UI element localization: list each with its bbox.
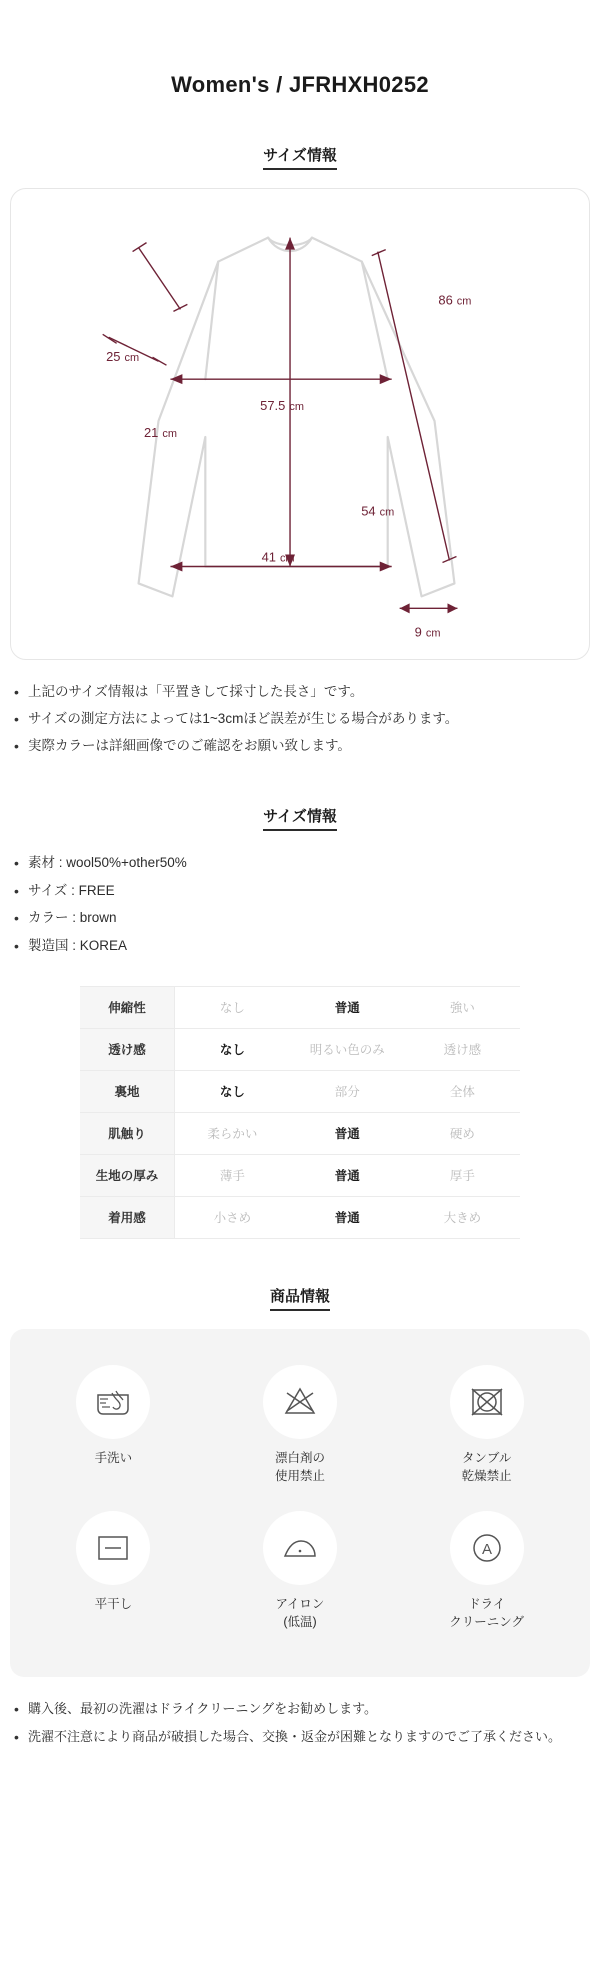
dim-label-total-length: 54 cm — [361, 503, 395, 519]
care-item-no-tumble-dry — [393, 1355, 580, 1501]
dim-label-shoulder: 25 cm — [106, 349, 140, 365]
list-item: • サイズ : FREE — [28, 877, 578, 905]
care-item-label: 手洗い — [94, 1450, 133, 1465]
row-label: 肌触り — [80, 1112, 175, 1154]
no-bleach-icon — [263, 1365, 337, 1439]
table-row — [80, 1028, 520, 1070]
page-title: Women's / JFRHXH0252 — [171, 72, 429, 97]
dim-line-shoulder — [139, 248, 181, 310]
option-cell-selected: 普通 — [334, 1169, 360, 1184]
dimension-labels — [106, 292, 471, 639]
dim-label-hem: 41 cm — [261, 549, 295, 565]
list-item: • 実際カラーは詳細画像でのご確認をお願い致します。 — [28, 732, 578, 759]
list-item: • 上記のサイズ情報は「平置きして採寸した長さ」です。 — [28, 678, 578, 705]
list-item: • 製造国 : KOREA — [28, 932, 578, 960]
detail-section-heading — [0, 805, 600, 831]
option-cell: 硬め — [449, 1127, 475, 1142]
svg-text:A: A — [481, 1540, 492, 1558]
care-item-dry-clean — [393, 1501, 580, 1647]
list-item: • 素材 : wool50%+other50% — [28, 849, 578, 877]
care-item-label: 平干し — [94, 1596, 133, 1611]
footnotes-list — [0, 1697, 600, 1749]
care-item-iron-low — [207, 1501, 394, 1647]
size-diagram-svg — [11, 189, 589, 659]
dimension-arrowheads — [170, 238, 457, 614]
option-cell: 柔らかい — [207, 1127, 258, 1142]
care-item-no-bleach — [207, 1355, 394, 1501]
list-item: • サイズの測定方法によっては1~3cmほど誤差が生じる場合があります。 — [28, 705, 578, 732]
option-cell: 小さめ — [213, 1211, 252, 1226]
table-row — [80, 1154, 520, 1196]
row-label: 伸縮性 — [80, 986, 175, 1028]
option-cell: 薄手 — [219, 1169, 245, 1184]
care-instructions-panel — [10, 1329, 590, 1678]
option-cell-selected: なし — [219, 1043, 245, 1058]
table-row — [80, 986, 520, 1028]
table-row — [80, 1196, 520, 1238]
no-tumble-dry-icon — [450, 1365, 524, 1439]
row-label: 裏地 — [80, 1070, 175, 1112]
option-cell-selected: 普通 — [334, 1211, 360, 1226]
product-section-heading — [0, 1285, 600, 1311]
care-item-flat-dry — [20, 1501, 207, 1647]
list-item: • 洗濯不注意により商品が破損した場合、交換・返金が困難となりますのでご了承ください。 — [28, 1725, 578, 1749]
table-row — [80, 1112, 520, 1154]
option-cell-selected: 普通 — [334, 1127, 360, 1142]
option-cell: 全体 — [449, 1085, 475, 1100]
row-label: 透け感 — [80, 1028, 175, 1070]
dim-label-chest: 57.5 cm — [260, 398, 304, 414]
care-item-label: 漂白剤の 使用禁止 — [274, 1450, 325, 1483]
option-cell: なし — [219, 1001, 245, 1016]
option-cell: 大きめ — [443, 1211, 482, 1226]
row-label: 着用感 — [80, 1196, 175, 1238]
iron-low-icon — [263, 1511, 337, 1585]
option-cell: 厚手 — [449, 1169, 475, 1184]
garment-outline — [139, 238, 455, 597]
attributes-table — [80, 986, 520, 1239]
care-item-label: ドライ クリーニング — [449, 1596, 525, 1630]
product-section-heading-text: 商品情報 — [270, 1285, 330, 1311]
dim-label-cuff: 9 cm — [414, 624, 441, 640]
size-diagram — [10, 188, 590, 660]
detail-section-heading-text: サイズ情報 — [263, 805, 337, 831]
option-cell: 明るい色のみ — [309, 1043, 385, 1058]
spec-list — [0, 849, 600, 960]
hand-wash-icon — [76, 1365, 150, 1439]
option-cell-selected: なし — [219, 1085, 245, 1100]
size-section-heading — [0, 144, 600, 170]
care-item-hand-wash — [20, 1355, 207, 1501]
option-cell: 部分 — [334, 1085, 360, 1100]
dim-label-armhole: 21 cm — [143, 424, 177, 440]
care-item-label: アイロン (低温) — [275, 1596, 325, 1630]
dry-clean-icon — [450, 1511, 524, 1585]
flat-dry-icon — [76, 1511, 150, 1585]
list-item: • カラー : brown — [28, 904, 578, 932]
size-notes-list — [0, 678, 600, 759]
option-cell: 強い — [449, 1001, 475, 1016]
option-cell-selected: 普通 — [334, 1001, 360, 1016]
option-cell: 透け感 — [443, 1043, 482, 1058]
row-label: 生地の厚み — [80, 1154, 175, 1196]
table-row — [80, 1070, 520, 1112]
care-grid — [20, 1355, 580, 1648]
dim-label-sleeve-length: 86 cm — [438, 292, 472, 308]
size-section-heading-text: サイズ情報 — [263, 144, 337, 170]
list-item: • 購入後、最初の洗濯はドライクリーニングをお勧めします。 — [28, 1697, 578, 1721]
care-item-label: タンブル 乾燥禁止 — [461, 1450, 512, 1483]
